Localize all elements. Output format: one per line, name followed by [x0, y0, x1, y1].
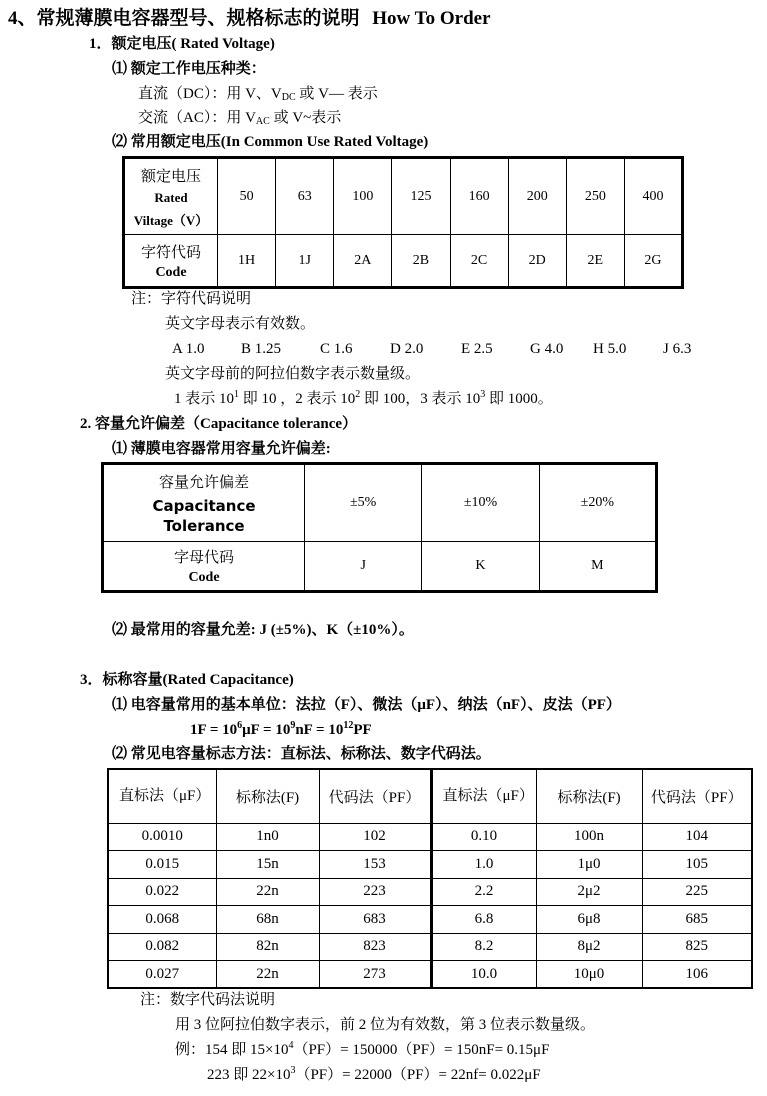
capacitance-body — [108, 823, 752, 988]
ac-sub: AC — [255, 116, 270, 127]
page-title-en: How To Order — [372, 8, 491, 29]
section1-sub2-title-en: (In Common Use Rated Voltage) — [220, 134, 429, 150]
page-title — [8, 8, 491, 30]
letter-item: J 6.3 — [663, 341, 692, 357]
cell-code: 105 — [642, 851, 752, 879]
code-cell: 2A — [334, 235, 392, 288]
tolerance-cell: ±5% — [305, 464, 422, 542]
section3-note-title: 注：数字代码法说明 — [140, 992, 276, 1008]
cell-nominal: 2μ2 — [536, 878, 642, 906]
col-header-nominal: 标称法(F) — [536, 769, 642, 823]
code-cell: 2E — [566, 235, 624, 288]
cell-direct: 0.022 — [108, 878, 216, 906]
code-cell: 2B — [392, 235, 450, 288]
voltage-cell: 63 — [276, 158, 334, 235]
cell-code: 223 — [319, 878, 431, 906]
voltage-cell: 125 — [392, 158, 450, 235]
cell-direct: 6.8 — [431, 906, 536, 934]
magnitude-p2: 即 10 ，2 表示 10 — [239, 391, 356, 407]
col-header-direct: 直标法（μF） — [431, 769, 536, 823]
cell-nominal: 82n — [216, 933, 319, 961]
cell-code: 153 — [319, 851, 431, 879]
cell-code: 823 — [319, 933, 431, 961]
section1-title-en: ( Rated Voltage) — [171, 36, 275, 52]
col-header-code: 代码法（PF） — [642, 769, 752, 823]
cell-code: 225 — [642, 878, 752, 906]
example2-exp: 3 — [290, 1065, 296, 1076]
table-row — [108, 961, 752, 989]
formula-p3: nF = 10 — [295, 722, 344, 738]
example1-p2: （PF）= 150000（PF）= 150nF= 0.15μF — [293, 1042, 550, 1058]
code-cell: 2G — [624, 235, 682, 288]
tolerance-code-cell: K — [422, 542, 539, 592]
formula-e1: 6 — [237, 720, 243, 731]
section2-sub2-text: ⑵ 最常用的容量允差: J (±5%)、K（±10%）。 — [112, 622, 414, 638]
cell-nominal: 1n0 — [216, 823, 319, 851]
section1-title-cn: 1．额定电压 — [89, 36, 172, 52]
code-row — [124, 235, 683, 288]
table-row — [108, 851, 752, 879]
cell-direct: 0.015 — [108, 851, 216, 879]
example1-p1: 例：154 即 15×10 — [175, 1042, 289, 1058]
section1-note-line1: 英文字母表示有效数。 — [165, 316, 316, 332]
formula-p4: PF — [353, 722, 372, 738]
cell-code: 685 — [642, 906, 752, 934]
cell-nominal: 15n — [216, 851, 319, 879]
section1-note-title: 注：字符代码说明 — [131, 291, 252, 307]
cell-direct: 0.082 — [108, 933, 216, 961]
tolerance-header-en1: Capacitance — [152, 497, 256, 515]
code-row-header — [124, 235, 218, 288]
voltage-cell: 200 — [508, 158, 566, 235]
example2-p2: （PF）= 22000（PF）= 22nf= 0.022μF — [295, 1067, 541, 1083]
voltage-cell: 400 — [624, 158, 682, 235]
tolerance-code-header-en: Code — [188, 570, 220, 585]
table-row — [108, 933, 752, 961]
cell-nominal: 10μ0 — [536, 961, 642, 989]
magnitude-e1: 1 — [234, 389, 240, 400]
tolerance-cell: ±10% — [422, 464, 539, 542]
cell-direct: 0.0010 — [108, 823, 216, 851]
voltage-row-header — [124, 158, 218, 235]
cell-nominal: 1μ0 — [536, 851, 642, 879]
cell-nominal: 6μ8 — [536, 906, 642, 934]
col-header-direct: 直标法（μF） — [108, 769, 216, 823]
letter-item: B 1.25 — [241, 341, 282, 357]
table-row — [108, 823, 752, 851]
cell-code: 683 — [319, 906, 431, 934]
magnitude-line — [174, 391, 553, 408]
capacitance-header-row — [108, 769, 752, 823]
formula-p2: μF = 10 — [242, 722, 291, 738]
section3-note-line1: 用 3 位阿拉伯数字表示，前 2 位为有效数，第 3 位表示数量级。 — [175, 1017, 596, 1033]
example2-p1: 223 即 22×10 — [207, 1067, 291, 1083]
tolerance-header-en2: Tolerance — [163, 517, 245, 535]
dc-suffix: 或 V— 表示 — [295, 86, 378, 102]
tolerance-row — [103, 464, 657, 542]
cell-direct: 0.068 — [108, 906, 216, 934]
formula-e2: 9 — [290, 720, 296, 731]
magnitude-e2: 2 — [355, 389, 361, 400]
section2-sub1-title: ⑴ 薄膜电容器常用容量允许偏差: — [112, 441, 331, 457]
letter-item: G 4.0 — [530, 341, 564, 357]
unit-formula — [190, 722, 372, 739]
cell-code: 273 — [319, 961, 431, 989]
code-cell: 1H — [218, 235, 276, 288]
table-row — [108, 878, 752, 906]
col-header-nominal: 标称法(F) — [216, 769, 319, 823]
cell-nominal: 68n — [216, 906, 319, 934]
cell-direct: 0.10 — [431, 823, 536, 851]
dc-line — [138, 86, 378, 103]
capacitance-table — [107, 768, 753, 989]
section3-title: 3．标称容量(Rated Capacitance) — [80, 672, 294, 688]
tolerance-code-cell: J — [305, 542, 422, 592]
ac-prefix: 交流（AC）：用 V — [138, 110, 256, 126]
voltage-cell: 250 — [566, 158, 624, 235]
code-header-cn: 字符代码 — [140, 244, 201, 261]
voltage-cell: 160 — [450, 158, 508, 235]
table-row — [108, 906, 752, 934]
voltage-cell: 50 — [218, 158, 276, 235]
tolerance-header-cn: 容量允许偏差 — [158, 475, 249, 491]
page-title-cn: 4、常规薄膜电容器型号、规格标志的说明 — [8, 8, 360, 29]
code-cell: 1J — [276, 235, 334, 288]
voltage-cell: 100 — [334, 158, 392, 235]
cell-direct: 2.2 — [431, 878, 536, 906]
cell-code: 102 — [319, 823, 431, 851]
tolerance-code-header — [103, 542, 305, 592]
cell-nominal: 100n — [536, 823, 642, 851]
code-header-en: Code — [155, 264, 187, 280]
voltage-row — [124, 158, 683, 235]
section2-title: 2. 容量允许偏差（Capacitance tolerance） — [80, 416, 358, 432]
ac-line — [138, 110, 341, 127]
code-cell: 2D — [508, 235, 566, 288]
voltage-header-en1: Rated — [154, 189, 188, 205]
cell-direct: 0.027 — [108, 961, 216, 989]
section3-sub1-title: ⑴ 电容量常用的基本单位：法拉（F）、微法（μF）、纳法（nF）、皮法（PF） — [112, 697, 621, 713]
section1-sub2-title — [112, 134, 428, 151]
ac-suffix: 或 V~表示 — [269, 110, 342, 126]
letter-item: A 1.0 — [172, 341, 205, 357]
section3-sub2-title: ⑵ 常见电容量标志方法：直标法、标称法、数字代码法。 — [112, 746, 491, 762]
code-cell: 2C — [450, 235, 508, 288]
example1-exp: 4 — [288, 1040, 294, 1051]
formula-e3: 12 — [343, 720, 354, 731]
tolerance-table — [101, 462, 658, 593]
voltage-header-en2: Viltage（V） — [133, 212, 209, 228]
cell-nominal: 22n — [216, 961, 319, 989]
letter-item: H 5.0 — [593, 341, 627, 357]
tolerance-row-header — [103, 464, 305, 542]
cell-direct: 10.0 — [431, 961, 536, 989]
cell-nominal: 8μ2 — [536, 933, 642, 961]
example2 — [207, 1067, 541, 1084]
dc-sub: DC — [281, 92, 296, 103]
letter-item: C 1.6 — [320, 341, 353, 357]
cell-code: 106 — [642, 961, 752, 989]
col-header-code: 代码法（PF） — [319, 769, 431, 823]
section1-sub2-title-cn: ⑵ 常用额定电压 — [112, 134, 221, 150]
voltage-header-cn: 额定电压 — [140, 168, 201, 185]
cell-code: 825 — [642, 933, 752, 961]
formula-p1: 1F = 10 — [190, 722, 238, 738]
tolerance-code-row — [103, 542, 657, 592]
letter-item: D 2.0 — [390, 341, 424, 357]
magnitude-e3: 3 — [480, 389, 486, 400]
magnitude-p4: 即 1000。 — [485, 391, 553, 407]
tolerance-code-header-cn: 字母代码 — [173, 550, 234, 566]
dc-prefix: 直流（DC）：用 V、V — [138, 86, 282, 102]
cell-direct: 1.0 — [431, 851, 536, 879]
letter-item: E 2.5 — [461, 341, 493, 357]
cell-direct: 8.2 — [431, 933, 536, 961]
tolerance-code-cell: M — [539, 542, 656, 592]
section1-sub1-title: ⑴ 额定工作电压种类： — [112, 61, 266, 77]
section1-title — [89, 36, 275, 53]
voltage-table — [122, 156, 684, 289]
tolerance-cell: ±20% — [539, 464, 656, 542]
magnitude-p1: 1 表示 10 — [174, 391, 235, 407]
magnitude-p3: 即 100，3 表示 10 — [360, 391, 481, 407]
cell-nominal: 22n — [216, 878, 319, 906]
cell-code: 104 — [642, 823, 752, 851]
section1-note-line2: 英文字母前的阿拉伯数字表示数量级。 — [165, 366, 421, 382]
example1 — [175, 1042, 549, 1059]
